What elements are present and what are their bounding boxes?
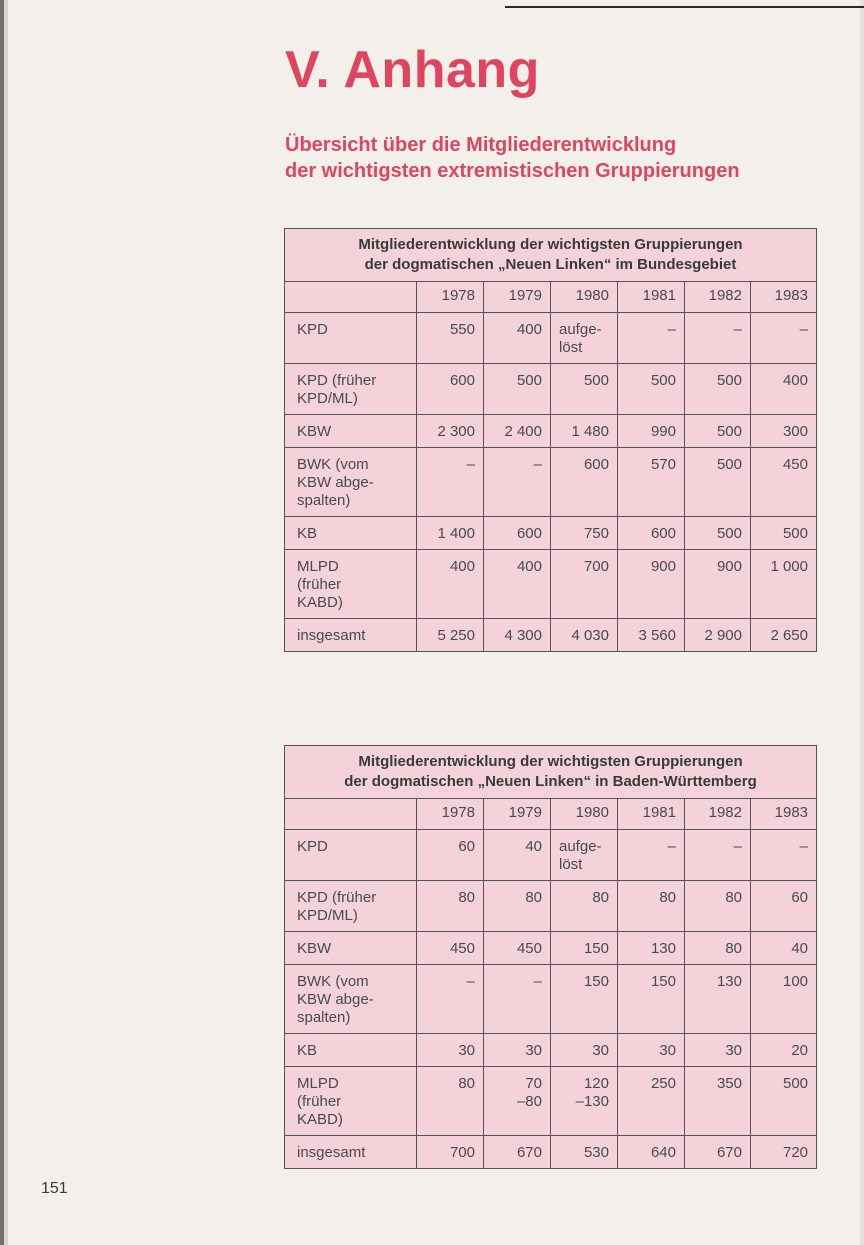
value-cell: 80 bbox=[685, 881, 751, 932]
table-caption bbox=[285, 229, 817, 282]
caption-line-2: der dogmatischen „Neuen Linken“ im Bundesgebiet bbox=[364, 256, 737, 273]
table-row bbox=[285, 881, 817, 932]
value-cell: 1 000 bbox=[751, 550, 817, 619]
value-cell: 80 bbox=[417, 1067, 484, 1136]
value-cell: 720 bbox=[751, 1136, 817, 1169]
row-label: BWK (vom KBW abge- spalten) bbox=[285, 448, 417, 517]
value-cell: 500 bbox=[751, 1067, 817, 1136]
value-cell: 500 bbox=[751, 517, 817, 550]
value-cell: 60 bbox=[751, 881, 817, 932]
caption-line-2: der dogmatischen „Neuen Linken“ in Baden-Württemberg bbox=[344, 773, 757, 790]
row-label: MLPD (früher KABD) bbox=[285, 550, 417, 619]
value-cell: aufge- löst bbox=[551, 313, 618, 364]
value-cell: 2 650 bbox=[751, 619, 817, 652]
value-cell: 400 bbox=[484, 313, 551, 364]
total-row bbox=[285, 619, 817, 652]
year-header: 1983 bbox=[751, 282, 817, 313]
value-cell: 900 bbox=[618, 550, 685, 619]
page-subtitle bbox=[285, 132, 740, 184]
value-cell: – bbox=[618, 830, 685, 881]
row-label: KPD bbox=[285, 313, 417, 364]
row-label: KBW bbox=[285, 415, 417, 448]
table-baden-wuerttemberg bbox=[284, 745, 817, 1169]
value-cell: – bbox=[751, 830, 817, 881]
row-label: BWK (vom KBW abge- spalten) bbox=[285, 965, 417, 1034]
value-cell: 750 bbox=[551, 517, 618, 550]
value-cell: – bbox=[685, 313, 751, 364]
value-cell: 450 bbox=[417, 932, 484, 965]
value-cell: 30 bbox=[685, 1034, 751, 1067]
value-cell: 40 bbox=[484, 830, 551, 881]
caption-line-1: Mitgliederentwicklung der wichtigsten Gruppierungen bbox=[358, 236, 743, 253]
value-cell: 1 400 bbox=[417, 517, 484, 550]
value-cell: 130 bbox=[685, 965, 751, 1034]
value-cell: 400 bbox=[751, 364, 817, 415]
value-cell: 990 bbox=[618, 415, 685, 448]
value-cell: 570 bbox=[618, 448, 685, 517]
value-cell: – bbox=[417, 448, 484, 517]
value-cell: 700 bbox=[551, 550, 618, 619]
value-cell: 20 bbox=[751, 1034, 817, 1067]
year-header: 1980 bbox=[551, 799, 618, 830]
value-cell: 250 bbox=[618, 1067, 685, 1136]
value-cell: 500 bbox=[685, 415, 751, 448]
year-header: 1979 bbox=[484, 282, 551, 313]
value-cell: 5 250 bbox=[417, 619, 484, 652]
table-row bbox=[285, 415, 817, 448]
table-row bbox=[285, 965, 817, 1034]
year-header: 1980 bbox=[551, 282, 618, 313]
year-header-row bbox=[285, 282, 817, 313]
year-header: 1979 bbox=[484, 799, 551, 830]
header-blank-cell bbox=[285, 282, 417, 313]
value-cell: 150 bbox=[551, 965, 618, 1034]
year-header: 1981 bbox=[618, 282, 685, 313]
row-label: MLPD (früher KABD) bbox=[285, 1067, 417, 1136]
year-header: 1982 bbox=[685, 282, 751, 313]
table-row bbox=[285, 517, 817, 550]
year-header-row bbox=[285, 799, 817, 830]
value-cell: 80 bbox=[685, 932, 751, 965]
value-cell: – bbox=[484, 965, 551, 1034]
value-cell: 30 bbox=[551, 1034, 618, 1067]
year-header: 1978 bbox=[417, 799, 484, 830]
value-cell: 30 bbox=[417, 1034, 484, 1067]
value-cell: 3 560 bbox=[618, 619, 685, 652]
value-cell: 150 bbox=[551, 932, 618, 965]
table-row bbox=[285, 364, 817, 415]
value-cell: 670 bbox=[484, 1136, 551, 1169]
value-cell: – bbox=[484, 448, 551, 517]
value-cell: 300 bbox=[751, 415, 817, 448]
page-number: 151 bbox=[41, 1180, 68, 1197]
value-cell: 530 bbox=[551, 1136, 618, 1169]
value-cell: 600 bbox=[417, 364, 484, 415]
year-header: 1978 bbox=[417, 282, 484, 313]
table-bundesgebiet bbox=[284, 228, 817, 652]
caption-line-1: Mitgliederentwicklung der wichtigsten Gruppierungen bbox=[358, 753, 743, 770]
page-edge-right bbox=[860, 0, 864, 1245]
value-cell: 350 bbox=[685, 1067, 751, 1136]
table-row bbox=[285, 313, 817, 364]
value-cell: 100 bbox=[751, 965, 817, 1034]
table-caption bbox=[285, 746, 817, 799]
row-label: KB bbox=[285, 1034, 417, 1067]
row-label: KBW bbox=[285, 932, 417, 965]
value-cell: 40 bbox=[751, 932, 817, 965]
value-cell: 4 030 bbox=[551, 619, 618, 652]
value-cell: 1 480 bbox=[551, 415, 618, 448]
value-cell: 120 –130 bbox=[551, 1067, 618, 1136]
value-cell: 4 300 bbox=[484, 619, 551, 652]
value-cell: 80 bbox=[551, 881, 618, 932]
value-cell: 2 900 bbox=[685, 619, 751, 652]
table-row bbox=[285, 1067, 817, 1136]
value-cell: 640 bbox=[618, 1136, 685, 1169]
value-cell: 700 bbox=[417, 1136, 484, 1169]
subtitle-line-2: der wichtigsten extremistischen Gruppierungen bbox=[285, 160, 740, 182]
value-cell: 500 bbox=[685, 364, 751, 415]
value-cell: – bbox=[618, 313, 685, 364]
year-header: 1982 bbox=[685, 799, 751, 830]
table-row bbox=[285, 1034, 817, 1067]
value-cell: 550 bbox=[417, 313, 484, 364]
page-edge-highlight bbox=[4, 0, 8, 1245]
value-cell: 500 bbox=[685, 448, 751, 517]
value-cell: 450 bbox=[484, 932, 551, 965]
value-cell: – bbox=[685, 830, 751, 881]
value-cell: 600 bbox=[618, 517, 685, 550]
value-cell: 30 bbox=[618, 1034, 685, 1067]
row-label: insgesamt bbox=[285, 1136, 417, 1169]
table-row bbox=[285, 830, 817, 881]
subtitle-line-1: Übersicht über die Mitgliederentwicklung bbox=[285, 134, 677, 156]
value-cell: 670 bbox=[685, 1136, 751, 1169]
top-rule bbox=[505, 6, 864, 8]
value-cell: 400 bbox=[417, 550, 484, 619]
value-cell: 500 bbox=[551, 364, 618, 415]
table-row bbox=[285, 932, 817, 965]
value-cell: 400 bbox=[484, 550, 551, 619]
value-cell: – bbox=[417, 965, 484, 1034]
value-cell: aufge- löst bbox=[551, 830, 618, 881]
value-cell: 130 bbox=[618, 932, 685, 965]
row-label: KPD (früher KPD/ML) bbox=[285, 364, 417, 415]
table-row bbox=[285, 550, 817, 619]
value-cell: 450 bbox=[751, 448, 817, 517]
value-cell: 60 bbox=[417, 830, 484, 881]
header-blank-cell bbox=[285, 799, 417, 830]
value-cell: 500 bbox=[618, 364, 685, 415]
value-cell: 150 bbox=[618, 965, 685, 1034]
value-cell: 2 400 bbox=[484, 415, 551, 448]
row-label: KB bbox=[285, 517, 417, 550]
row-label: insgesamt bbox=[285, 619, 417, 652]
value-cell: 70 –80 bbox=[484, 1067, 551, 1136]
value-cell: 80 bbox=[417, 881, 484, 932]
value-cell: 500 bbox=[484, 364, 551, 415]
year-header: 1983 bbox=[751, 799, 817, 830]
value-cell: 900 bbox=[685, 550, 751, 619]
value-cell: – bbox=[751, 313, 817, 364]
value-cell: 600 bbox=[551, 448, 618, 517]
row-label: KPD bbox=[285, 830, 417, 881]
value-cell: 500 bbox=[685, 517, 751, 550]
year-header: 1981 bbox=[618, 799, 685, 830]
table-row bbox=[285, 448, 817, 517]
value-cell: 30 bbox=[484, 1034, 551, 1067]
total-row bbox=[285, 1136, 817, 1169]
value-cell: 80 bbox=[618, 881, 685, 932]
value-cell: 2 300 bbox=[417, 415, 484, 448]
value-cell: 80 bbox=[484, 881, 551, 932]
row-label: KPD (früher KPD/ML) bbox=[285, 881, 417, 932]
value-cell: 600 bbox=[484, 517, 551, 550]
page-title: V. Anhang bbox=[285, 41, 540, 99]
